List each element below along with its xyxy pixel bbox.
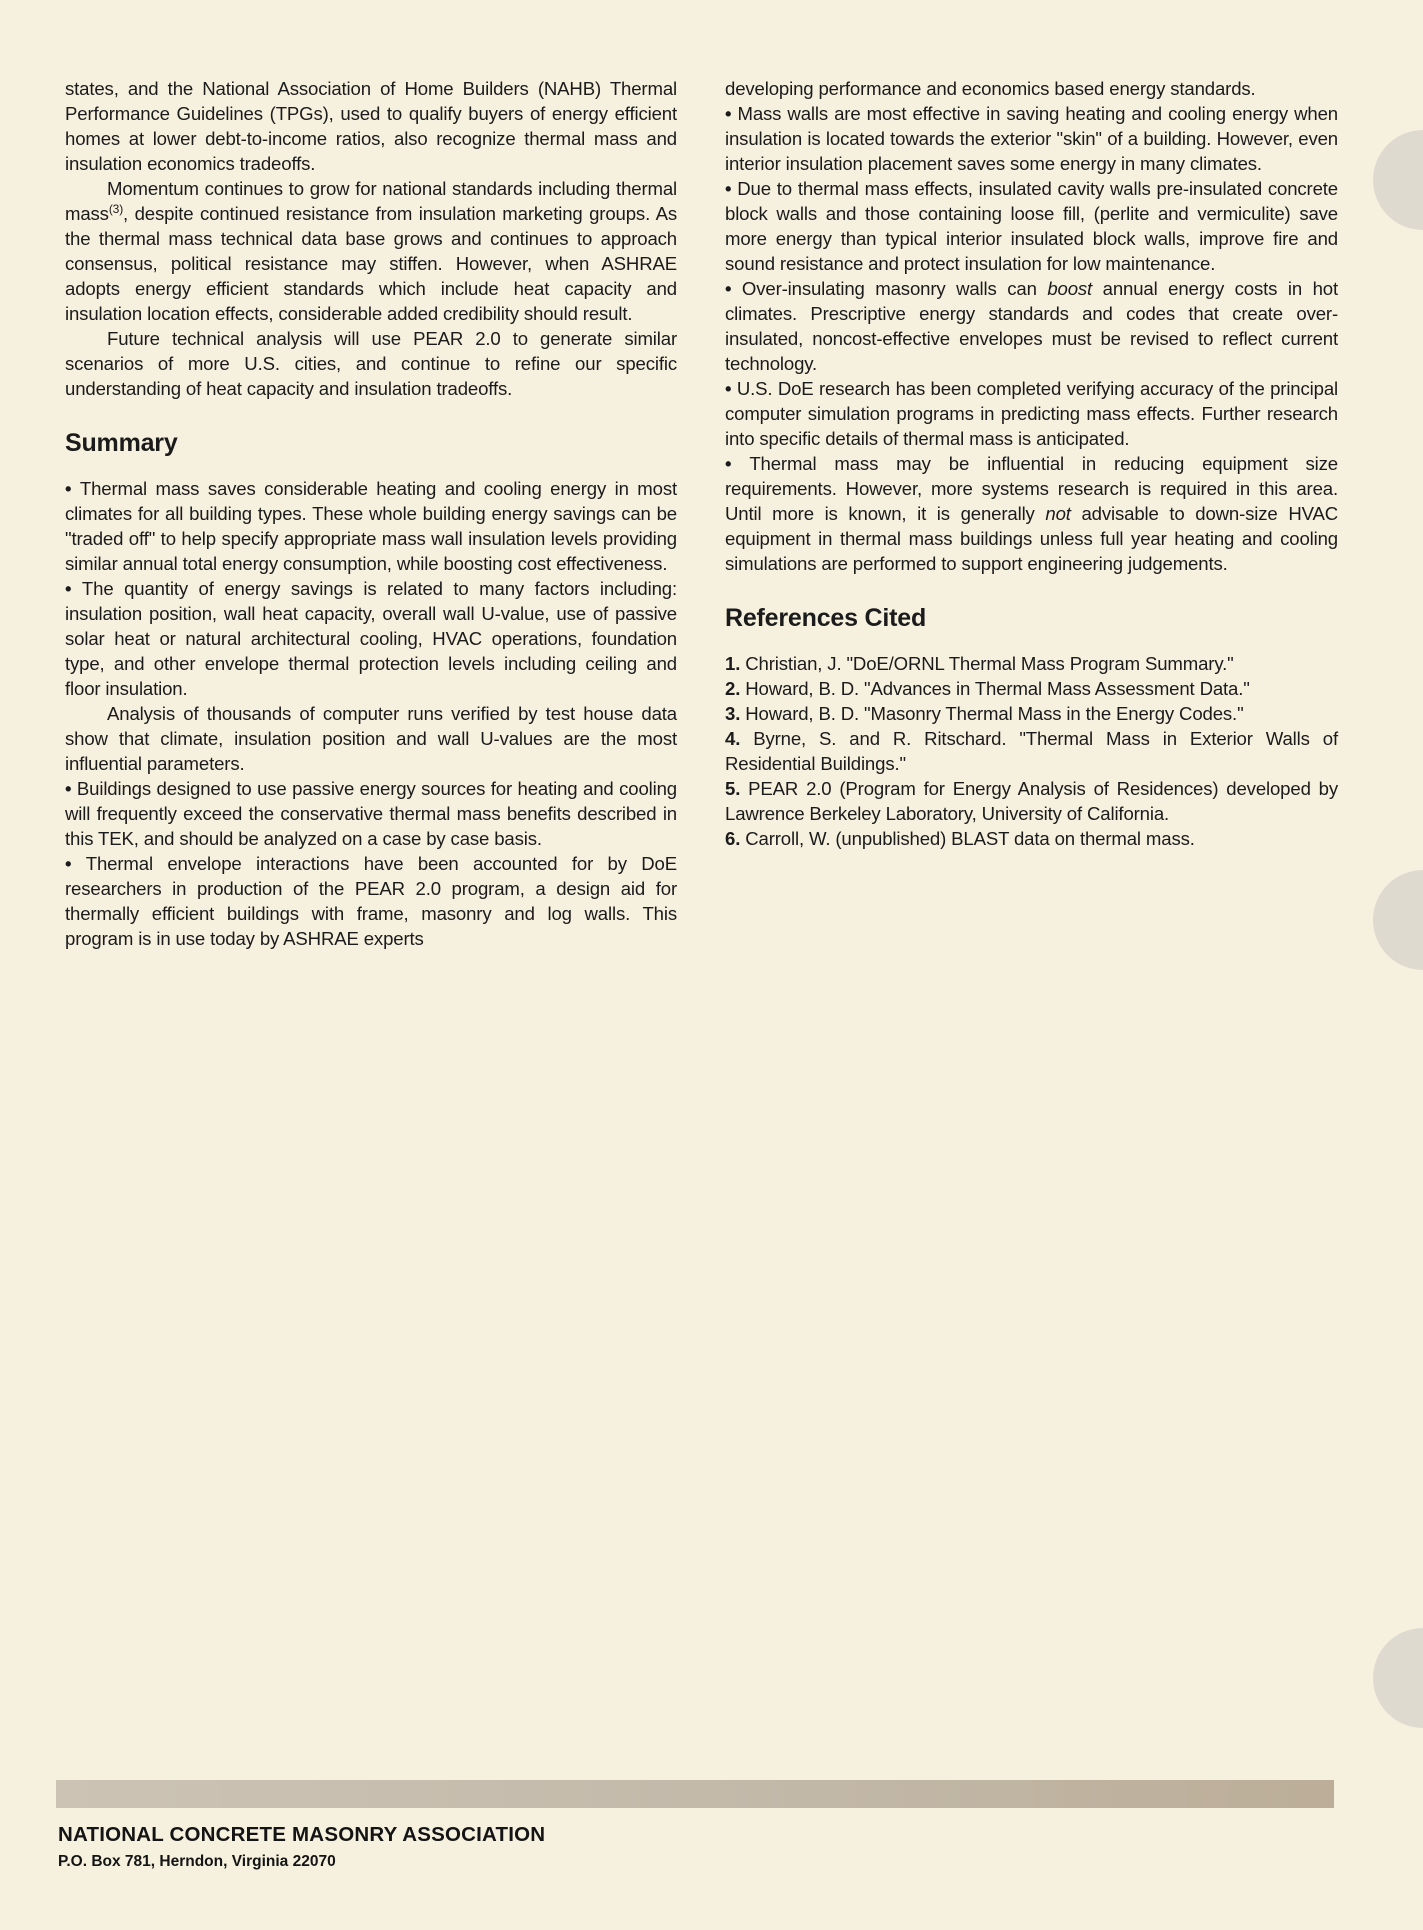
summary-bullet-7-text-b: annual energy costs in hot climates. Prescriptive energy standards and codes that create over-insulated, noncost-effective envelopes must be revised to reflect current technology. (725, 278, 1338, 374)
paragraph-future-analysis: Future technical analysis will use PEAR 2.0 to generate similar scenarios of more U.S. cities, and continue to refine our specific understanding of heat capacity and insulation tradeoffs. (65, 328, 677, 399)
reference-text: PEAR 2.0 (Program for Energy Analysis of Residences) developed by Lawrence Berkeley Laboratory, University of California. (725, 778, 1338, 824)
summary-bullet-3: • Buildings designed to use passive energy sources for heating and cooling will frequently exceed the conservative thermal mass benefits described in this TEK, and should be analyzed on a case by case basis. (65, 776, 677, 851)
summary-bullet-6: • Due to thermal mass effects, insulated cavity walls pre-insulated concrete block walls and those containing loose fill, (perlite and vermiculite) save more energy than typical interior insulated block walls, improve fire and sound resistance and protect insulation for low maintenance. (725, 176, 1338, 276)
summary-bullet-8: • U.S. DoE research has been completed verifying accuracy of the principal computer simulation programs in predicting mass effects. Further research into specific details of thermal mass is anticipated. (725, 376, 1338, 451)
footer-address: P.O. Box 781, Herndon, Virginia 22070 (58, 1853, 336, 1870)
reference-number: 4. (725, 728, 741, 749)
reference-number: 1. (725, 653, 741, 674)
reference-item (725, 701, 1338, 726)
summary-bullet-7-emphasis: boost (1047, 278, 1093, 299)
reference-item (725, 676, 1338, 701)
binder-tab-top (1373, 130, 1423, 230)
references-heading: References Cited (725, 604, 927, 632)
summary-bullet-9-emphasis: not (1045, 503, 1071, 524)
summary-bullet-2: • The quantity of energy savings is related to many factors including: insulation position, wall heat capacity, overall wall U-value, use of passive solar heat or natural architectural cooling, HVAC operations, foundation type, and other envelope thermal protection levels including ceiling and floor insulation. (65, 576, 677, 701)
summary-bullet-7-text-a: Over-insulating masonry walls can (741, 278, 1048, 299)
summary-bullet-9-text-a: Thermal mass may be influential in reducing equipment size requirements. However, more systems research is required in this area. Until more is known, it is generally (725, 453, 1338, 524)
right-column (725, 76, 1338, 851)
reference-number: 2. (725, 678, 741, 699)
binder-tab-bottom (1373, 1628, 1423, 1728)
reference-number: 3. (725, 703, 741, 724)
footnote-ref-3: (3) (108, 201, 124, 216)
summary-bullet-5: • Mass walls are most effective in saving heating and cooling energy when insulation is located towards the exterior "skin" of a building. However, even interior insulation placement saves some energy in many climates. (725, 101, 1338, 176)
binder-tab-middle (1373, 870, 1423, 970)
reference-item (725, 651, 1338, 676)
summary-heading: Summary (65, 429, 178, 457)
reference-text: Byrne, S. and R. Ritschard. "Thermal Mass in Exterior Walls of Residential Buildings." (725, 728, 1338, 774)
reference-number: 5. (725, 778, 741, 799)
footer-divider-bar (56, 1780, 1334, 1808)
summary-bullet-4-continued: developing performance and economics based energy standards. (725, 78, 1256, 99)
reference-item (725, 776, 1338, 826)
references-list (725, 651, 1338, 851)
reference-text: Howard, B. D. "Advances in Thermal Mass Assessment Data." (745, 678, 1250, 699)
paragraph-momentum-text-b: , despite continued resistance from insulation marketing groups. As the thermal mass technical data base grows and continues to approach consensus, political resistance may stiffen. However, when ASHRAE adopts energy efficient standards which include heat capacity and insulation location effects, considerable added credibility should result. (65, 203, 677, 324)
footer-organization-name: NATIONAL CONCRETE MASONRY ASSOCIATION (58, 1823, 546, 1846)
summary-bullet-9-text-b: advisable to down-size HVAC equipment in thermal mass buildings unless full year heating and cooling simulations are performed to support engineering judgements. (725, 503, 1338, 574)
left-column (65, 76, 677, 951)
reference-text: Christian, J. "DoE/ORNL Thermal Mass Program Summary." (745, 653, 1234, 674)
summary-bullet-4: • Thermal envelope interactions have been accounted for by DoE researchers in production of the PEAR 2.0 program, a design aid for thermally efficient buildings with frame, masonry and log walls. This program is in use today by ASHRAE experts (65, 851, 677, 951)
summary-bullet-1: • Thermal mass saves considerable heating and cooling energy in most climates for all building types. These whole building energy savings can be "traded off" to help specify appropriate mass wall insulation levels providing similar annual total energy consumption, while boosting cost effectiveness. (65, 476, 677, 576)
reference-item (725, 826, 1338, 851)
reference-number: 6. (725, 828, 741, 849)
reference-text: Carroll, W. (unpublished) BLAST data on thermal mass. (745, 828, 1195, 849)
summary-bullet-7 (725, 276, 1338, 376)
reference-item (725, 726, 1338, 776)
paragraph-intro-continued: states, and the National Association of Home Builders (NAHB) Thermal Performance Guidelines (TPGs), used to qualify buyers of energy efficient homes at lower debt-to-income ratios, also recognize thermal mass and insulation economics tradeoffs. (65, 78, 677, 174)
summary-bullet-2-continued: Analysis of thousands of computer runs verified by test house data show that climate, insulation position and wall U-values are the most influential parameters. (65, 703, 677, 774)
summary-bullet-9 (725, 451, 1338, 576)
reference-text: Howard, B. D. "Masonry Thermal Mass in the Energy Codes." (745, 703, 1244, 724)
paragraph-momentum (65, 176, 677, 326)
paragraph-momentum-text-a: Momentum continues to grow for national standards including thermal mass (65, 178, 677, 224)
